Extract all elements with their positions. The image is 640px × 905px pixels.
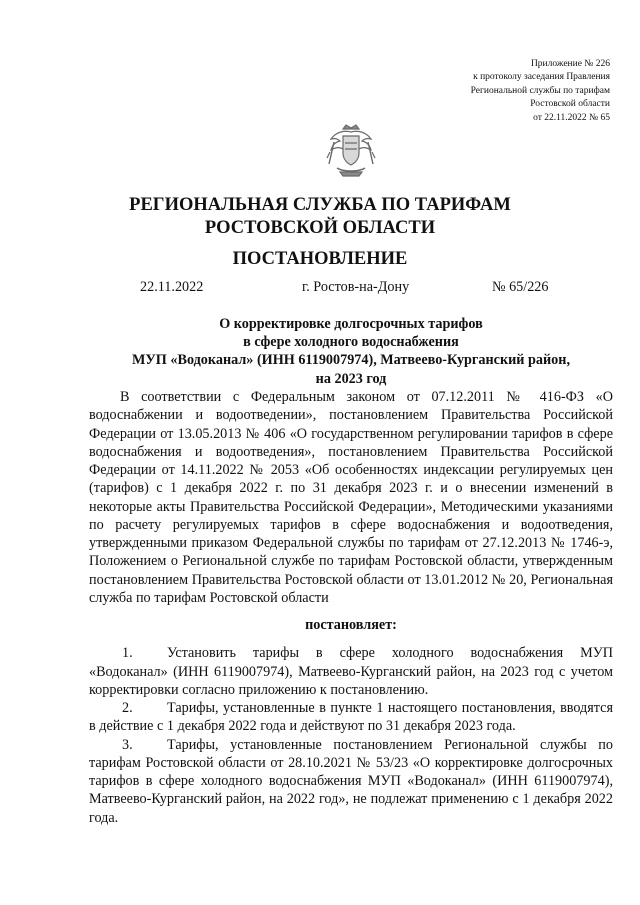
agency-title-line: РОСТОВСКОЙ ОБЛАСТИ — [204, 218, 436, 238]
document-number: № 65/226 — [492, 279, 549, 295]
list-item — [89, 736, 613, 827]
list-item — [89, 699, 613, 736]
item-text: Тарифы, установленные в пункте 1 настоящего постановления, вводятся в действие с 1 декабря 2022 года и действуют по 31 декабря 2023 года. — [89, 700, 613, 735]
subject-line: МУП «Водоканал» (ИНН 6119007974), Матвеево-Курганский район, — [132, 352, 570, 369]
item-number: 3. — [122, 736, 133, 753]
agency-title-line: РЕГИОНАЛЬНАЯ СЛУЖБА ПО ТАРИФАМ — [129, 195, 511, 215]
appendix-note — [471, 58, 610, 125]
appendix-line: к протоколу заседания Правления — [473, 72, 610, 83]
document-date: 22.11.2022 — [140, 279, 204, 295]
appendix-line: Ростовской области — [530, 99, 610, 110]
appendix-line: Региональной службы по тарифам — [470, 85, 610, 96]
document-subject — [80, 315, 622, 388]
document-city: г. Ростов-на-Дону — [302, 279, 410, 295]
preamble-paragraph: В соответствии с Федеральным законом от 07.12.2011 № 416-ФЗ «О водоснабжении и водоотведении», постановлением Правительства Российской Федерации от 13.05.2013 № 406 «О государственном регулировании тарифов в сфере водоснабжения и водоотведения», постановлением Правительства Российской Федерации от 14.11.2022 № 2053 «Об особенностях индексации регулируемых цен (тарифов) с 1 декабря 2022 г. по 31 декабря 2023 г. и о внесении изменений в некоторые акты Правительства Российской Федерации», Методическими указаниями по расчету регулируемых тарифов в сфере водоснабжения и водоотведения, утвержденными приказом Федеральной службы по тарифам от 27.12.2013 № 1746-э, Положением о Региональной службе по тарифам Ростовской области, утвержденным постановлением Правительства Ростовской области от 13.01.2012 № 20, Региональная служба по тарифам Ростовской области — [89, 389, 613, 606]
subject-line: О корректировке долгосрочных тарифов — [219, 316, 483, 332]
subject-line: на 2023 год — [315, 370, 387, 387]
item-text: Тарифы, установленные постановлением Региональной службы по тарифам Ростовской области от 28.10.2021 № 53/23 «О корректировке долгосрочных тарифов в сфере холодного водоснабжения МУП «Водоканал» (ИНН 6119007974), Матвеево-Курганский район, на 2022 год», не подлежат применению с 1 декабря 2022 года. — [89, 736, 613, 826]
item-number: 2. — [122, 700, 133, 716]
coat-of-arms-icon — [326, 122, 376, 178]
item-number: 1. — [122, 645, 133, 662]
agency-title — [0, 194, 640, 240]
appendix-line: Приложение № 226 — [530, 59, 610, 69]
decrees-heading: постановляет: — [305, 617, 397, 633]
item-text: Установить тарифы в сфере холодного водоснабжения МУП «Водоканал» (ИНН 6119007974), Матвеево-Курганский район, на 2023 год с учетом корректировки согласно приложению к постановлению. — [89, 645, 613, 698]
list-item — [89, 644, 613, 699]
appendix-line: от 22.11.2022 № 65 — [533, 112, 610, 123]
document-type: ПОСТАНОВЛЕНИЕ — [232, 249, 408, 269]
document-body — [89, 388, 613, 827]
subject-line: в сфере холодного водоснабжения — [243, 334, 459, 351]
